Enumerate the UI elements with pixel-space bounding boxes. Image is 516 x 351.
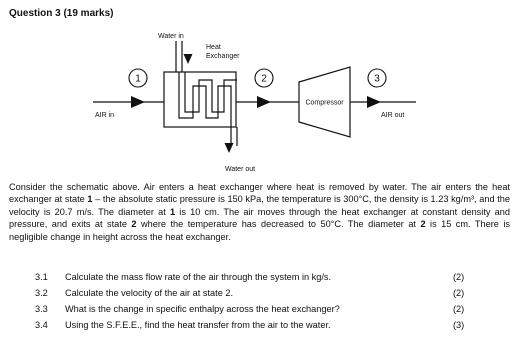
air-in-label: AIR in	[95, 112, 115, 119]
question-text: Calculate the mass flow rate of the air through the system in kg/s.	[65, 272, 332, 282]
compressor-label: Compressor	[305, 99, 344, 107]
statement-text: is 15 cm. There is negligible change in height across the heat exchanger.	[9, 219, 510, 242]
question-number: 3.4	[35, 320, 48, 330]
water-out-arrow-icon	[225, 143, 234, 153]
question-marks: (2)	[453, 288, 465, 298]
state-reference: 2	[420, 219, 426, 230]
question-item	[0, 319, 516, 332]
state-reference: 1	[169, 206, 176, 217]
water-out-label: Water out	[225, 166, 256, 173]
question-item	[0, 271, 516, 284]
state-1-label: 1	[135, 73, 141, 85]
air-arrow-icon	[257, 96, 271, 108]
statement-text: is 10 cm. The air moves through the heat exchanger at constant density and pressure, and exits at state	[9, 206, 510, 230]
question-number: 3.1	[35, 272, 48, 282]
question-marks: (2)	[453, 304, 465, 314]
question-number: 3.3	[35, 304, 48, 314]
statement-text: – the absolute static pressure is 150 kPa, the temperature is 300°C, the density is 1.23 kg/m³, and the velocity is 20.7 m/s. The diameter at	[9, 194, 510, 217]
question-number: 3.2	[35, 288, 48, 298]
heat-exchanger-label: Heat	[206, 44, 221, 51]
air-arrow-icon	[131, 96, 145, 108]
question-item	[0, 303, 516, 316]
air-arrow-icon	[367, 96, 381, 108]
heat-exchanger-label: Exchanger	[206, 53, 240, 60]
question-text: Calculate the velocity of the air at state 2.	[65, 288, 234, 298]
statement-text: Consider the schematic above. Air enters a heat exchanger where heat is removed by water. The air enters the heat exchanger at state	[9, 182, 510, 205]
state-2-label: 2	[261, 73, 267, 85]
air-out-label: AIR out	[381, 112, 405, 119]
question-text: Using the S.F.E.E., find the heat transfer from the air to the water.	[65, 320, 331, 330]
question-marks: (3)	[453, 320, 465, 330]
water-in-arrow-icon	[184, 54, 193, 64]
question-item	[0, 287, 516, 300]
state-reference: 2	[131, 219, 137, 230]
water-in-label: Water in	[158, 33, 184, 40]
question-text: What is the change in specific enthalpy across the heat exchanger?	[65, 304, 340, 314]
question-marks: (2)	[453, 272, 465, 282]
statement-text: where the temperature has decreased to 50°C. The diameter at	[136, 219, 421, 230]
question-title: Question 3 (19 marks)	[9, 8, 114, 19]
problem-statement	[9, 181, 510, 243]
state-reference: 1	[87, 194, 93, 205]
state-3-label: 3	[374, 73, 380, 85]
